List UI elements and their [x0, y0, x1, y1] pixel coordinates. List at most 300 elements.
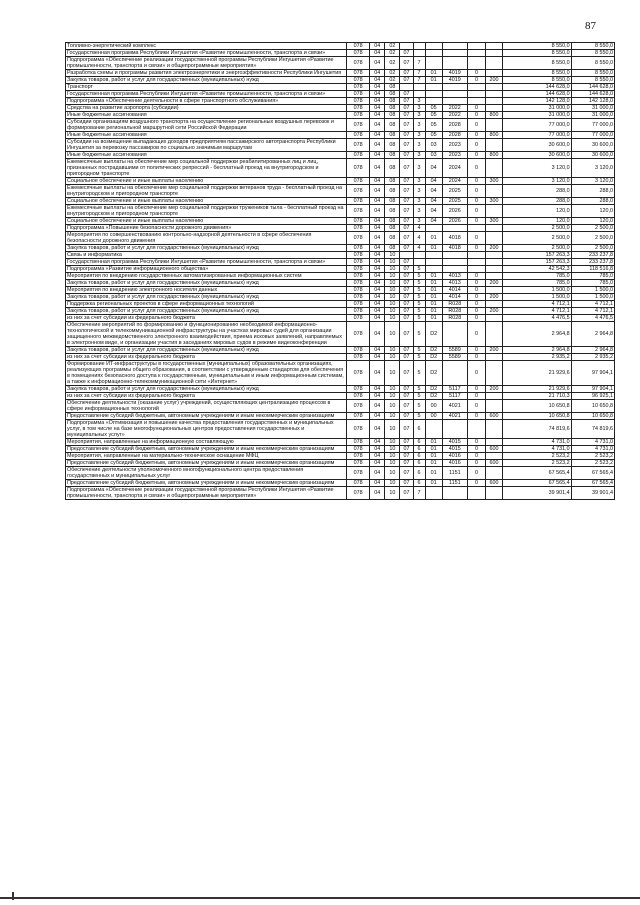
- row-code-cell: 05: [425, 105, 442, 112]
- row-amount-cell: 10 650,8: [503, 413, 571, 420]
- table-row: [66, 98, 615, 105]
- row-code-cell: [486, 119, 503, 132]
- row-code-cell: 10: [385, 280, 400, 287]
- row-amount-cell: 288,0: [503, 185, 571, 198]
- table-row: [66, 347, 615, 354]
- row-code-cell: 078: [347, 132, 370, 139]
- row-code-cell: 10: [385, 315, 400, 322]
- row-code-cell: 04: [370, 487, 385, 500]
- row-amount-cell-2: 4 712,1: [571, 308, 614, 315]
- row-amount-cell-2: 77 000,0: [571, 119, 614, 132]
- row-code-cell: 01: [425, 453, 442, 460]
- row-code-cell: [413, 91, 425, 98]
- row-code-cell: R028: [442, 301, 467, 308]
- row-code-cell: D2: [425, 386, 442, 393]
- row-name-cell: Субсидии организациям воздушного транспорта на осуществление региональных воздушных перевозок и формирование региональной маршрутной сети Российской Федерации: [66, 119, 347, 132]
- row-name-cell: Формирование ИТ-инфраструктуры в государственных (муниципальных) образовательных организациях, реализующих программы общего образования, в соответствии с утвержденным стандартом для обеспечения в помещениях безопасного доступа к государственным, муниципальным и иным информационным системам, а также к информационно-телекоммуникационной сети «Интернет»: [66, 361, 347, 386]
- row-code-cell: [486, 393, 503, 400]
- row-code-cell: 078: [347, 152, 370, 159]
- row-code-cell: 07: [400, 393, 413, 400]
- table-row: [66, 198, 615, 205]
- row-code-cell: [486, 361, 503, 386]
- row-amount-cell: 4 731,0: [503, 439, 571, 446]
- row-code-cell: 10: [385, 266, 400, 273]
- row-code-cell: [413, 252, 425, 259]
- row-amount-cell-2: 288,0: [571, 198, 614, 205]
- row-code-cell: 10: [385, 439, 400, 446]
- row-code-cell: 04: [370, 232, 385, 245]
- row-code-cell: 05: [425, 112, 442, 119]
- row-code-cell: 01: [425, 245, 442, 252]
- row-code-cell: 0: [467, 205, 485, 218]
- row-name-cell: из них за счет субсидии из федерального бюджета: [66, 354, 347, 361]
- row-name-cell: Разработка схемы и программы развития электроэнергетики и энергоэффективности Республики Ингушетия: [66, 70, 347, 77]
- row-code-cell: 4019: [442, 70, 467, 77]
- row-amount-cell: 785,0: [503, 273, 571, 280]
- row-code-cell: [425, 43, 442, 50]
- row-code-cell: 10: [385, 420, 400, 439]
- budget-table: [65, 42, 615, 500]
- row-code-cell: 4014: [442, 294, 467, 301]
- row-name-cell: Социальное обеспечение и иные выплаты населению: [66, 198, 347, 205]
- row-code-cell: 078: [347, 354, 370, 361]
- row-code-cell: 0: [467, 480, 485, 487]
- row-code-cell: 07: [400, 361, 413, 386]
- row-code-cell: 2025: [442, 198, 467, 205]
- row-code-cell: 04: [370, 273, 385, 280]
- row-code-cell: 2028: [442, 119, 467, 132]
- row-amount-cell: 8 550,0: [503, 77, 571, 84]
- row-name-cell: Мероприятия по внедрению электронного носителя данных: [66, 287, 347, 294]
- row-name-cell: Мероприятия по совершенствованию контрольно-надзорной деятельности в сфере обеспечения безопасности дорожного движения: [66, 232, 347, 245]
- row-code-cell: 07: [400, 266, 413, 273]
- row-code-cell: 08: [385, 112, 400, 119]
- row-code-cell: 01: [425, 467, 442, 480]
- row-code-cell: [486, 91, 503, 98]
- row-amount-cell-2: 2 964,8: [571, 322, 614, 347]
- row-code-cell: 04: [370, 446, 385, 453]
- row-code-cell: 5: [413, 400, 425, 413]
- row-amount-cell-2: 4 731,0: [571, 446, 614, 453]
- row-code-cell: D2: [425, 347, 442, 354]
- row-code-cell: [467, 98, 485, 105]
- row-code-cell: 078: [347, 315, 370, 322]
- row-code-cell: 04: [370, 91, 385, 98]
- row-code-cell: 04: [370, 112, 385, 119]
- row-code-cell: 5: [413, 393, 425, 400]
- row-name-cell: Ежемесячные выплаты на обеспечение мер социальной поддержки ветеранов труда - бесплатный проезд на внутригородском и пригородном транспорте: [66, 185, 347, 198]
- row-code-cell: 800: [486, 132, 503, 139]
- row-code-cell: 5117: [442, 386, 467, 393]
- row-amount-cell: 4 476,5: [503, 315, 571, 322]
- row-amount-cell-2: 97 904,1: [571, 386, 614, 393]
- row-code-cell: 08: [385, 205, 400, 218]
- row-amount-cell-2: 3 120,0: [571, 159, 614, 178]
- row-code-cell: 0: [467, 413, 485, 420]
- row-code-cell: 01: [425, 287, 442, 294]
- row-code-cell: [486, 287, 503, 294]
- row-code-cell: [425, 57, 442, 70]
- table-row: [66, 487, 615, 500]
- row-code-cell: 4021: [442, 400, 467, 413]
- row-code-cell: 078: [347, 347, 370, 354]
- row-code-cell: [486, 57, 503, 70]
- row-amount-cell-2: 233 237,8: [571, 259, 614, 266]
- row-name-cell: Социальное обеспечение и иные выплаты населению: [66, 218, 347, 225]
- row-code-cell: 078: [347, 453, 370, 460]
- row-name-cell: Государственная программа Республики Ингушетия «Развитие промышленности, транспорта и связи»: [66, 50, 347, 57]
- row-code-cell: 5: [413, 315, 425, 322]
- row-code-cell: 0: [467, 400, 485, 413]
- row-code-cell: 08: [385, 178, 400, 185]
- row-code-cell: 5: [413, 413, 425, 420]
- row-code-cell: 04: [370, 43, 385, 50]
- row-code-cell: 04: [425, 185, 442, 198]
- row-amount-cell: 3 120,0: [503, 178, 571, 185]
- table-row: [66, 57, 615, 70]
- row-code-cell: 10: [385, 413, 400, 420]
- row-code-cell: 800: [486, 112, 503, 119]
- row-code-cell: 078: [347, 105, 370, 112]
- row-code-cell: 02: [385, 50, 400, 57]
- row-amount-cell-2: 2 935,2: [571, 354, 614, 361]
- row-code-cell: 0: [467, 446, 485, 453]
- row-code-cell: 03: [425, 139, 442, 152]
- row-amount-cell: 4 712,1: [503, 308, 571, 315]
- table-row: [66, 467, 615, 480]
- row-amount-cell-2: 785,0: [571, 280, 614, 287]
- row-code-cell: 07: [400, 70, 413, 77]
- row-code-cell: 600: [486, 446, 503, 453]
- row-code-cell: 3: [413, 152, 425, 159]
- row-amount-cell: 30 600,0: [503, 139, 571, 152]
- table-row: [66, 252, 615, 259]
- table-row: [66, 43, 615, 50]
- row-code-cell: 800: [486, 152, 503, 159]
- row-code-cell: 2026: [442, 205, 467, 218]
- table-row: [66, 266, 615, 273]
- row-amount-cell-2: 120,0: [571, 205, 614, 218]
- row-amount-cell: 1 500,0: [503, 294, 571, 301]
- row-code-cell: 04: [370, 132, 385, 139]
- row-code-cell: 078: [347, 178, 370, 185]
- table-row: [66, 301, 615, 308]
- row-name-cell: Топливно-энергетический комплекс: [66, 43, 347, 50]
- row-code-cell: 07: [400, 347, 413, 354]
- row-code-cell: [442, 225, 467, 232]
- row-name-cell: из них за счет субсидии из федерального бюджета: [66, 393, 347, 400]
- row-code-cell: 07: [400, 218, 413, 225]
- table-row: [66, 460, 615, 467]
- row-amount-cell-2: 120,0: [571, 218, 614, 225]
- row-code-cell: 0: [467, 232, 485, 245]
- row-amount-cell-2: 4 731,0: [571, 439, 614, 446]
- row-code-cell: 4018: [442, 245, 467, 252]
- table-row: [66, 152, 615, 159]
- row-name-cell: Ежемесячные выплаты на обеспечение мер социальной поддержки тружеников тыла - бесплатный проезд на внутригородском и пригородном транспорте: [66, 205, 347, 218]
- row-code-cell: 04: [370, 347, 385, 354]
- row-amount-cell: 2 964,8: [503, 322, 571, 347]
- row-code-cell: 4019: [442, 77, 467, 84]
- row-amount-cell: 8 550,0: [503, 50, 571, 57]
- row-amount-cell-2: 288,0: [571, 185, 614, 198]
- row-code-cell: 3: [413, 159, 425, 178]
- row-code-cell: 078: [347, 413, 370, 420]
- row-amount-cell: 67 565,4: [503, 480, 571, 487]
- row-amount-cell: 2 935,2: [503, 354, 571, 361]
- row-amount-cell-2: 4 476,5: [571, 315, 614, 322]
- row-code-cell: 4016: [442, 460, 467, 467]
- row-name-cell: Подпрограмма «Повышение безопасности дорожного движения»: [66, 225, 347, 232]
- row-amount-cell: 2 523,2: [503, 453, 571, 460]
- row-code-cell: 600: [486, 480, 503, 487]
- row-code-cell: 0: [467, 218, 485, 225]
- row-name-cell: Субсидии на возмещение выпадающих доходов предприятиям пассажирского автотранспорта Республики Ингушетия за перевозку пассажиров по социально значимым маршрутам: [66, 139, 347, 152]
- row-code-cell: 08: [385, 132, 400, 139]
- row-code-cell: 04: [370, 467, 385, 480]
- row-code-cell: 7: [413, 77, 425, 84]
- row-amount-cell-2: 4 712,1: [571, 301, 614, 308]
- row-code-cell: [467, 266, 485, 273]
- row-code-cell: 07: [400, 245, 413, 252]
- row-code-cell: 08: [385, 152, 400, 159]
- row-code-cell: 07: [400, 105, 413, 112]
- row-code-cell: 078: [347, 361, 370, 386]
- row-code-cell: 078: [347, 98, 370, 105]
- row-code-cell: 04: [370, 453, 385, 460]
- row-name-cell: Предоставление субсидий бюджетным, автономным учреждениям и иным некоммерческим организациям: [66, 460, 347, 467]
- row-code-cell: 02: [385, 70, 400, 77]
- row-code-cell: 04: [425, 198, 442, 205]
- row-code-cell: 04: [370, 280, 385, 287]
- row-code-cell: 07: [400, 480, 413, 487]
- row-code-cell: 078: [347, 218, 370, 225]
- row-amount-cell-2: 96 925,1: [571, 393, 614, 400]
- row-code-cell: 10: [385, 252, 400, 259]
- row-code-cell: 200: [486, 294, 503, 301]
- row-code-cell: 01: [425, 439, 442, 446]
- row-code-cell: [442, 487, 467, 500]
- row-name-cell: Предоставление субсидий бюджетным, автономным учреждениям и иным некоммерческим организациям: [66, 413, 347, 420]
- row-code-cell: D2: [425, 322, 442, 347]
- row-code-cell: [467, 57, 485, 70]
- row-amount-cell: 120,0: [503, 218, 571, 225]
- row-code-cell: 04: [370, 361, 385, 386]
- row-code-cell: 6: [413, 467, 425, 480]
- row-amount-cell: 31 000,0: [503, 105, 571, 112]
- row-code-cell: 04: [370, 439, 385, 446]
- row-code-cell: 07: [400, 259, 413, 266]
- row-code-cell: 10: [385, 487, 400, 500]
- row-code-cell: 2023: [442, 139, 467, 152]
- row-code-cell: 01: [425, 70, 442, 77]
- row-code-cell: 10: [385, 467, 400, 480]
- row-amount-cell-2: 3 120,0: [571, 178, 614, 185]
- row-name-cell: Подпрограмма «Оптимизация и повышение качества предоставления государственных и муниципальных услуг, в том числе на базе многофункциональных центров предоставления государственных и муниципальных услуг»: [66, 420, 347, 439]
- row-name-cell: Иные бюджетные ассигнования: [66, 112, 347, 119]
- row-code-cell: 200: [486, 386, 503, 393]
- row-code-cell: [486, 400, 503, 413]
- row-name-cell: Подпрограмма «Обеспечение реализации государственной программы Республики Ингушетия «Развитие промышленности, транспорта и связи» и общепрограммные мероприятия»: [66, 487, 347, 500]
- row-code-cell: 08: [385, 119, 400, 132]
- row-amount-cell-2: 1 500,0: [571, 294, 614, 301]
- row-code-cell: 02: [385, 57, 400, 70]
- row-code-cell: [486, 315, 503, 322]
- row-code-cell: [425, 259, 442, 266]
- row-code-cell: 10: [385, 453, 400, 460]
- row-amount-cell: 42 542,3: [503, 266, 571, 273]
- row-code-cell: 3: [413, 112, 425, 119]
- row-amount-cell-2: 118 516,8: [571, 266, 614, 273]
- row-amount-cell: 288,0: [503, 198, 571, 205]
- row-code-cell: 078: [347, 205, 370, 218]
- row-code-cell: 04: [370, 315, 385, 322]
- bottom-border-line: [0, 897, 640, 899]
- row-amount-cell-2: 8 550,0: [571, 77, 614, 84]
- row-code-cell: 3: [413, 198, 425, 205]
- row-code-cell: 07: [400, 185, 413, 198]
- row-code-cell: 04: [370, 50, 385, 57]
- row-code-cell: 10: [385, 294, 400, 301]
- row-code-cell: 04: [370, 354, 385, 361]
- row-code-cell: 0: [467, 294, 485, 301]
- row-name-cell: Закупка товаров, работ и услуг для государственных (муниципальных) нужд: [66, 77, 347, 84]
- row-code-cell: 07: [400, 50, 413, 57]
- row-code-cell: [486, 487, 503, 500]
- row-code-cell: 08: [385, 84, 400, 91]
- row-amount-cell: 120,0: [503, 205, 571, 218]
- row-code-cell: [413, 259, 425, 266]
- row-code-cell: 078: [347, 487, 370, 500]
- row-code-cell: 07: [400, 386, 413, 393]
- row-code-cell: [400, 252, 413, 259]
- row-code-cell: 3: [413, 178, 425, 185]
- row-code-cell: 078: [347, 400, 370, 413]
- row-code-cell: 078: [347, 287, 370, 294]
- row-code-cell: 04: [370, 413, 385, 420]
- row-code-cell: [486, 43, 503, 50]
- row-amount-cell: 77 000,0: [503, 132, 571, 139]
- row-name-cell: Предоставление субсидий бюджетным, автономным учреждениям и иным некоммерческим организациям: [66, 480, 347, 487]
- table-row: [66, 361, 615, 386]
- row-code-cell: [425, 487, 442, 500]
- row-name-cell: Средства на развитие аэропорта (субсидии): [66, 105, 347, 112]
- row-code-cell: 0: [467, 159, 485, 178]
- row-code-cell: 04: [370, 400, 385, 413]
- row-code-cell: [425, 252, 442, 259]
- row-name-cell: Связь и информатика: [66, 252, 347, 259]
- row-code-cell: 078: [347, 198, 370, 205]
- row-code-cell: [486, 420, 503, 439]
- row-code-cell: 3: [413, 205, 425, 218]
- row-code-cell: 04: [370, 225, 385, 232]
- row-code-cell: [442, 43, 467, 50]
- row-code-cell: [486, 139, 503, 152]
- row-code-cell: 01: [425, 460, 442, 467]
- row-code-cell: 4: [413, 245, 425, 252]
- row-code-cell: 10: [385, 347, 400, 354]
- row-code-cell: 00: [425, 413, 442, 420]
- table-row: [66, 77, 615, 84]
- table-row: [66, 294, 615, 301]
- row-name-cell: Поддержка региональных проектов в сфере информационных технологий: [66, 301, 347, 308]
- table-row: [66, 70, 615, 77]
- row-amount-cell-2: 8 550,0: [571, 57, 614, 70]
- row-amount-cell: 3 120,0: [503, 159, 571, 178]
- row-code-cell: 078: [347, 112, 370, 119]
- row-code-cell: 04: [370, 259, 385, 266]
- row-code-cell: [486, 301, 503, 308]
- row-code-cell: [486, 232, 503, 245]
- row-name-cell: Предоставление субсидий бюджетным, автономным учреждениям и иным некоммерческим организациям: [66, 446, 347, 453]
- row-amount-cell: 4 731,0: [503, 446, 571, 453]
- row-code-cell: [400, 43, 413, 50]
- row-code-cell: 2025: [442, 185, 467, 198]
- row-code-cell: 078: [347, 273, 370, 280]
- row-amount-cell: 785,0: [503, 280, 571, 287]
- row-code-cell: 10: [385, 361, 400, 386]
- row-code-cell: 6: [413, 439, 425, 446]
- row-code-cell: 5117: [442, 393, 467, 400]
- row-code-cell: 10: [385, 400, 400, 413]
- row-code-cell: 0: [467, 467, 485, 480]
- row-code-cell: 5: [413, 386, 425, 393]
- row-code-cell: 07: [400, 178, 413, 185]
- row-code-cell: [467, 252, 485, 259]
- row-code-cell: [486, 467, 503, 480]
- row-code-cell: [425, 266, 442, 273]
- row-code-cell: 07: [400, 453, 413, 460]
- row-code-cell: 0: [467, 132, 485, 139]
- row-code-cell: 078: [347, 77, 370, 84]
- row-code-cell: 10: [385, 393, 400, 400]
- row-code-cell: [425, 225, 442, 232]
- row-code-cell: 04: [370, 198, 385, 205]
- row-code-cell: 10: [385, 259, 400, 266]
- row-code-cell: [486, 159, 503, 178]
- row-amount-cell: 8 550,0: [503, 70, 571, 77]
- row-code-cell: [486, 50, 503, 57]
- row-code-cell: [486, 185, 503, 198]
- row-code-cell: 078: [347, 460, 370, 467]
- row-code-cell: [425, 84, 442, 91]
- row-code-cell: [467, 487, 485, 500]
- row-code-cell: 07: [400, 315, 413, 322]
- table-row: [66, 139, 615, 152]
- row-amount-cell: 21 710,3: [503, 393, 571, 400]
- row-code-cell: 078: [347, 308, 370, 315]
- row-code-cell: 10: [385, 273, 400, 280]
- row-code-cell: 0: [467, 393, 485, 400]
- row-amount-cell: 157 263,3: [503, 259, 571, 266]
- row-code-cell: 0: [467, 198, 485, 205]
- row-code-cell: 07: [400, 460, 413, 467]
- row-code-cell: 07: [400, 301, 413, 308]
- row-code-cell: 10: [385, 308, 400, 315]
- row-code-cell: 01: [425, 301, 442, 308]
- row-code-cell: 200: [486, 245, 503, 252]
- row-amount-cell: 67 565,4: [503, 467, 571, 480]
- row-code-cell: 04: [370, 480, 385, 487]
- table-row: [66, 205, 615, 218]
- row-code-cell: 3: [413, 119, 425, 132]
- row-code-cell: 03: [425, 152, 442, 159]
- row-code-cell: 04: [370, 287, 385, 294]
- row-amount-cell-2: 8 550,0: [571, 43, 614, 50]
- row-amount-cell: 157 263,3: [503, 252, 571, 259]
- row-code-cell: 4021: [442, 413, 467, 420]
- row-code-cell: 04: [370, 205, 385, 218]
